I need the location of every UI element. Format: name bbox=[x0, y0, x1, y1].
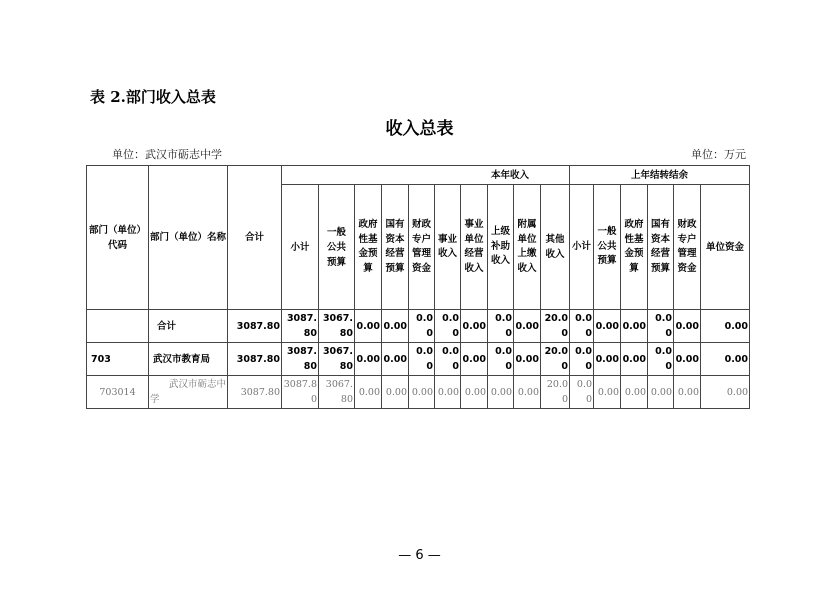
row-value: 3087.80 bbox=[282, 310, 319, 343]
row-value: 20.00 bbox=[541, 376, 570, 409]
column-header: 上级补助收入 bbox=[488, 185, 514, 310]
column-header: 一般公共预算 bbox=[319, 185, 355, 310]
row-value: 0.00 bbox=[514, 376, 541, 409]
row-value: 3087.80 bbox=[282, 376, 319, 409]
header-prior-year: 上年结转结余 bbox=[570, 166, 750, 185]
row-value: 0.00 bbox=[648, 310, 674, 343]
row-value: 0.00 bbox=[382, 376, 409, 409]
header-total: 合计 bbox=[228, 166, 282, 310]
column-header: 其他收入 bbox=[541, 185, 570, 310]
row-value: 0.00 bbox=[488, 310, 514, 343]
row-value: 3087.80 bbox=[282, 343, 319, 376]
row-value: 0.00 bbox=[355, 310, 382, 343]
row-value: 3067.80 bbox=[319, 376, 355, 409]
row-value: 3067.80 bbox=[319, 310, 355, 343]
row-name: 合计 bbox=[149, 310, 228, 343]
column-header: 事业单位经营收入 bbox=[461, 185, 488, 310]
row-value: 0.00 bbox=[570, 376, 594, 409]
row-value: 0.00 bbox=[461, 343, 488, 376]
row-value: 0.00 bbox=[461, 376, 488, 409]
column-header: 事业收入 bbox=[435, 185, 461, 310]
row-value: 0.00 bbox=[461, 310, 488, 343]
header-current-year: 本年收入 bbox=[282, 166, 570, 185]
row-value: 0.00 bbox=[435, 310, 461, 343]
column-header: 政府性基金预算 bbox=[621, 185, 648, 310]
row-value: 0.00 bbox=[514, 310, 541, 343]
column-header: 财政专户管理资金 bbox=[409, 185, 435, 310]
row-value: 0.00 bbox=[355, 343, 382, 376]
row-value: 0.00 bbox=[674, 376, 701, 409]
unit-label: 单位：武汉市砺志中学 bbox=[112, 148, 222, 161]
table-row bbox=[87, 343, 750, 376]
row-value: 0.00 bbox=[701, 376, 750, 409]
column-header: 国有资本经营预算 bbox=[648, 185, 674, 310]
row-value: 0.00 bbox=[621, 310, 648, 343]
row-value: 0.00 bbox=[409, 310, 435, 343]
row-value: 0.00 bbox=[674, 310, 701, 343]
row-value: 0.00 bbox=[435, 376, 461, 409]
row-total: 3087.80 bbox=[228, 343, 282, 376]
row-code: 703014 bbox=[87, 376, 149, 409]
column-header: 附属单位上缴收入 bbox=[514, 185, 541, 310]
row-value: 0.00 bbox=[621, 376, 648, 409]
row-value: 0.00 bbox=[514, 343, 541, 376]
column-header: 小计 bbox=[570, 185, 594, 310]
row-name: 武汉市砺志中学 bbox=[149, 376, 228, 409]
row-code: 703 bbox=[87, 343, 149, 376]
row-value: 0.00 bbox=[674, 343, 701, 376]
row-value: 0.00 bbox=[570, 343, 594, 376]
row-code bbox=[87, 310, 149, 343]
row-value: 3067.80 bbox=[319, 343, 355, 376]
row-value: 0.00 bbox=[355, 376, 382, 409]
row-name: 武汉市教育局 bbox=[149, 343, 228, 376]
table-row bbox=[87, 376, 750, 409]
row-value: 0.00 bbox=[594, 310, 621, 343]
row-value: 0.00 bbox=[701, 343, 750, 376]
row-value: 20.00 bbox=[541, 310, 570, 343]
row-value: 0.00 bbox=[409, 343, 435, 376]
header-code: 部门（单位）代码 bbox=[87, 166, 149, 310]
row-value: 0.00 bbox=[409, 376, 435, 409]
row-value: 0.00 bbox=[621, 343, 648, 376]
row-value: 0.00 bbox=[701, 310, 750, 343]
row-total: 3087.80 bbox=[228, 310, 282, 343]
row-value: 0.00 bbox=[648, 343, 674, 376]
column-header: 一般公共预算 bbox=[594, 185, 621, 310]
row-value: 0.00 bbox=[570, 310, 594, 343]
row-value: 0.00 bbox=[488, 343, 514, 376]
header-name: 部门（单位）名称 bbox=[149, 166, 228, 310]
currency-unit-label: 单位：万元 bbox=[691, 148, 746, 161]
column-header: 单位资金 bbox=[701, 185, 750, 310]
table-title: 收入总表 bbox=[385, 119, 454, 139]
row-value: 0.00 bbox=[594, 343, 621, 376]
row-value: 0.00 bbox=[488, 376, 514, 409]
row-value: 20.00 bbox=[541, 343, 570, 376]
page-number: — 6 — bbox=[398, 548, 441, 563]
row-value: 0.00 bbox=[435, 343, 461, 376]
column-header: 国有资本经营预算 bbox=[382, 185, 409, 310]
income-summary-table bbox=[86, 165, 750, 409]
table-row bbox=[87, 310, 750, 343]
row-total: 3087.80 bbox=[228, 376, 282, 409]
row-value: 0.00 bbox=[594, 376, 621, 409]
column-header: 小计 bbox=[282, 185, 319, 310]
section-title: 表 2.部门收入总表 bbox=[90, 88, 216, 106]
row-value: 0.00 bbox=[648, 376, 674, 409]
row-value: 0.00 bbox=[382, 343, 409, 376]
column-header: 政府性基金预算 bbox=[355, 185, 382, 310]
row-value: 0.00 bbox=[382, 310, 409, 343]
column-header: 财政专户管理资金 bbox=[674, 185, 701, 310]
